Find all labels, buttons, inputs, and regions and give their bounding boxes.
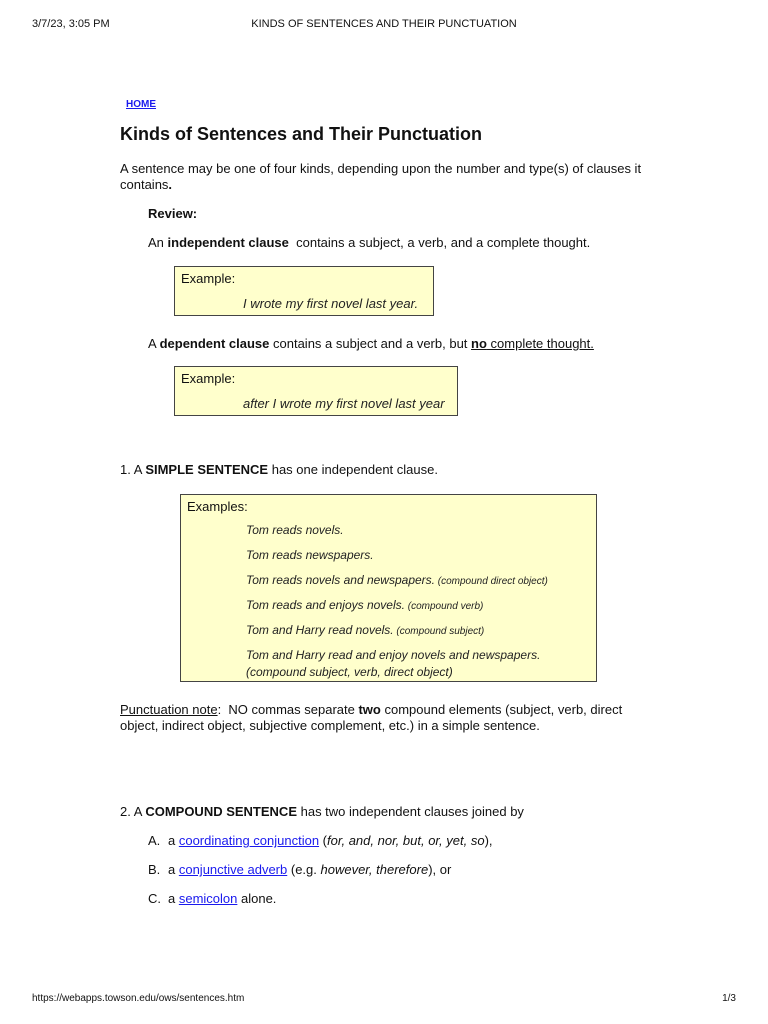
list-item-b bbox=[148, 862, 451, 877]
indep-post: contains a subject, a verb, and a complete thought. bbox=[288, 235, 591, 250]
indep-pre: An bbox=[148, 235, 168, 250]
compound-post: has two independent clauses joined by bbox=[297, 804, 524, 819]
print-page-title: KINDS OF SENTENCES AND THEIR PUNCTUATION bbox=[251, 18, 517, 30]
example-note: (compound verb) bbox=[404, 601, 484, 612]
list-italic: however, therefore bbox=[320, 862, 429, 877]
compound-pre: 2. A bbox=[120, 804, 146, 819]
print-url: https://webapps.towson.edu/ows/sentences.htm bbox=[32, 993, 245, 1004]
intro-period: . bbox=[168, 177, 173, 192]
independent-clause-definition bbox=[148, 235, 590, 250]
list-italic: for, and, nor, but, or, yet, so bbox=[327, 833, 485, 848]
dep-pre: A bbox=[148, 336, 160, 351]
simple-term: SIMPLE SENTENCE bbox=[145, 462, 269, 477]
punct-pre: : NO commas separate bbox=[217, 702, 359, 717]
example-row bbox=[246, 598, 483, 612]
list-letter: C. bbox=[148, 891, 161, 906]
list-item-c bbox=[148, 891, 276, 906]
list-letter: A. bbox=[148, 833, 161, 848]
example-row bbox=[246, 623, 484, 637]
example-row bbox=[246, 523, 344, 537]
conjunctive-adverb-link[interactable]: conjunctive adverb bbox=[178, 862, 288, 877]
simple-sentence-definition bbox=[120, 462, 438, 477]
intro-text: A sentence may be one of four kinds, depending upon the number and type(s) of clauses it contains bbox=[120, 161, 642, 192]
list-pre: a bbox=[168, 891, 179, 906]
example-row bbox=[246, 548, 374, 562]
example-note: (compound subject) bbox=[393, 626, 485, 637]
list-pre: a bbox=[168, 833, 179, 848]
compound-sentence-definition bbox=[120, 804, 524, 819]
home-link[interactable]: HOME bbox=[126, 99, 156, 110]
dependent-clause-definition bbox=[148, 336, 594, 351]
example-text: Tom reads novels and newspapers. bbox=[246, 573, 435, 587]
example-box-dependent bbox=[174, 366, 458, 416]
example-row bbox=[246, 573, 548, 587]
example-box-independent bbox=[174, 266, 434, 316]
list-pre: a bbox=[168, 862, 179, 877]
simple-post: has one independent clause. bbox=[268, 462, 438, 477]
list-post: ( bbox=[319, 833, 328, 848]
example-text: Tom reads novels. bbox=[246, 523, 344, 537]
indep-term: independent clause bbox=[167, 235, 289, 250]
print-datetime: 3/7/23, 3:05 PM bbox=[32, 18, 110, 30]
example-row bbox=[246, 648, 540, 662]
example-sentence: after I wrote my first novel last year bbox=[243, 396, 445, 411]
punct-two: two bbox=[358, 702, 381, 717]
dep-term: dependent clause bbox=[159, 336, 270, 351]
compound-term: COMPOUND SENTENCE bbox=[145, 804, 297, 819]
review-heading: Review: bbox=[148, 206, 198, 221]
punct-label: Punctuation note bbox=[120, 702, 218, 717]
list-post: (e.g. bbox=[287, 862, 321, 877]
punct-post: compound elements (subject, verb, direct object, indirect object, subjective complement, etc.) in a simple sentence. bbox=[120, 702, 623, 733]
punctuation-note bbox=[120, 702, 650, 734]
intro-paragraph bbox=[120, 161, 660, 193]
example-text: Tom and Harry read and enjoy novels and newspapers. bbox=[246, 648, 541, 662]
example-text: Tom reads and enjoys novels. bbox=[246, 598, 405, 612]
page-title: Kinds of Sentences and Their Punctuation bbox=[120, 124, 483, 144]
simple-pre: 1. A bbox=[120, 462, 146, 477]
examples-box-simple bbox=[180, 494, 597, 682]
example-text: Tom and Harry read novels. bbox=[246, 623, 394, 637]
example-text: Tom reads newspapers. bbox=[246, 548, 374, 562]
coordinating-conjunction-link[interactable]: coordinating conjunction bbox=[178, 833, 320, 848]
example-note: (compound direct object) bbox=[435, 576, 548, 587]
semicolon-link[interactable]: semicolon bbox=[178, 891, 238, 906]
example-sentence: I wrote my first novel last year. bbox=[243, 296, 419, 311]
list-post: alone. bbox=[237, 891, 277, 906]
example-label: Example: bbox=[181, 371, 236, 386]
list-item-a bbox=[148, 833, 493, 848]
dep-mid: contains a subject and a verb, but bbox=[269, 336, 472, 351]
example-last-note: (compound subject, verb, direct object) bbox=[246, 665, 453, 679]
list-post-end: ), bbox=[484, 833, 493, 848]
dep-no: no bbox=[471, 336, 487, 351]
examples-label: Examples: bbox=[187, 499, 248, 514]
list-letter: B. bbox=[148, 862, 161, 877]
dep-complete: complete thought. bbox=[486, 336, 594, 351]
list-post-end: ), or bbox=[428, 862, 452, 877]
print-page-number: 1/3 bbox=[722, 993, 736, 1004]
example-label: Example: bbox=[181, 271, 236, 286]
